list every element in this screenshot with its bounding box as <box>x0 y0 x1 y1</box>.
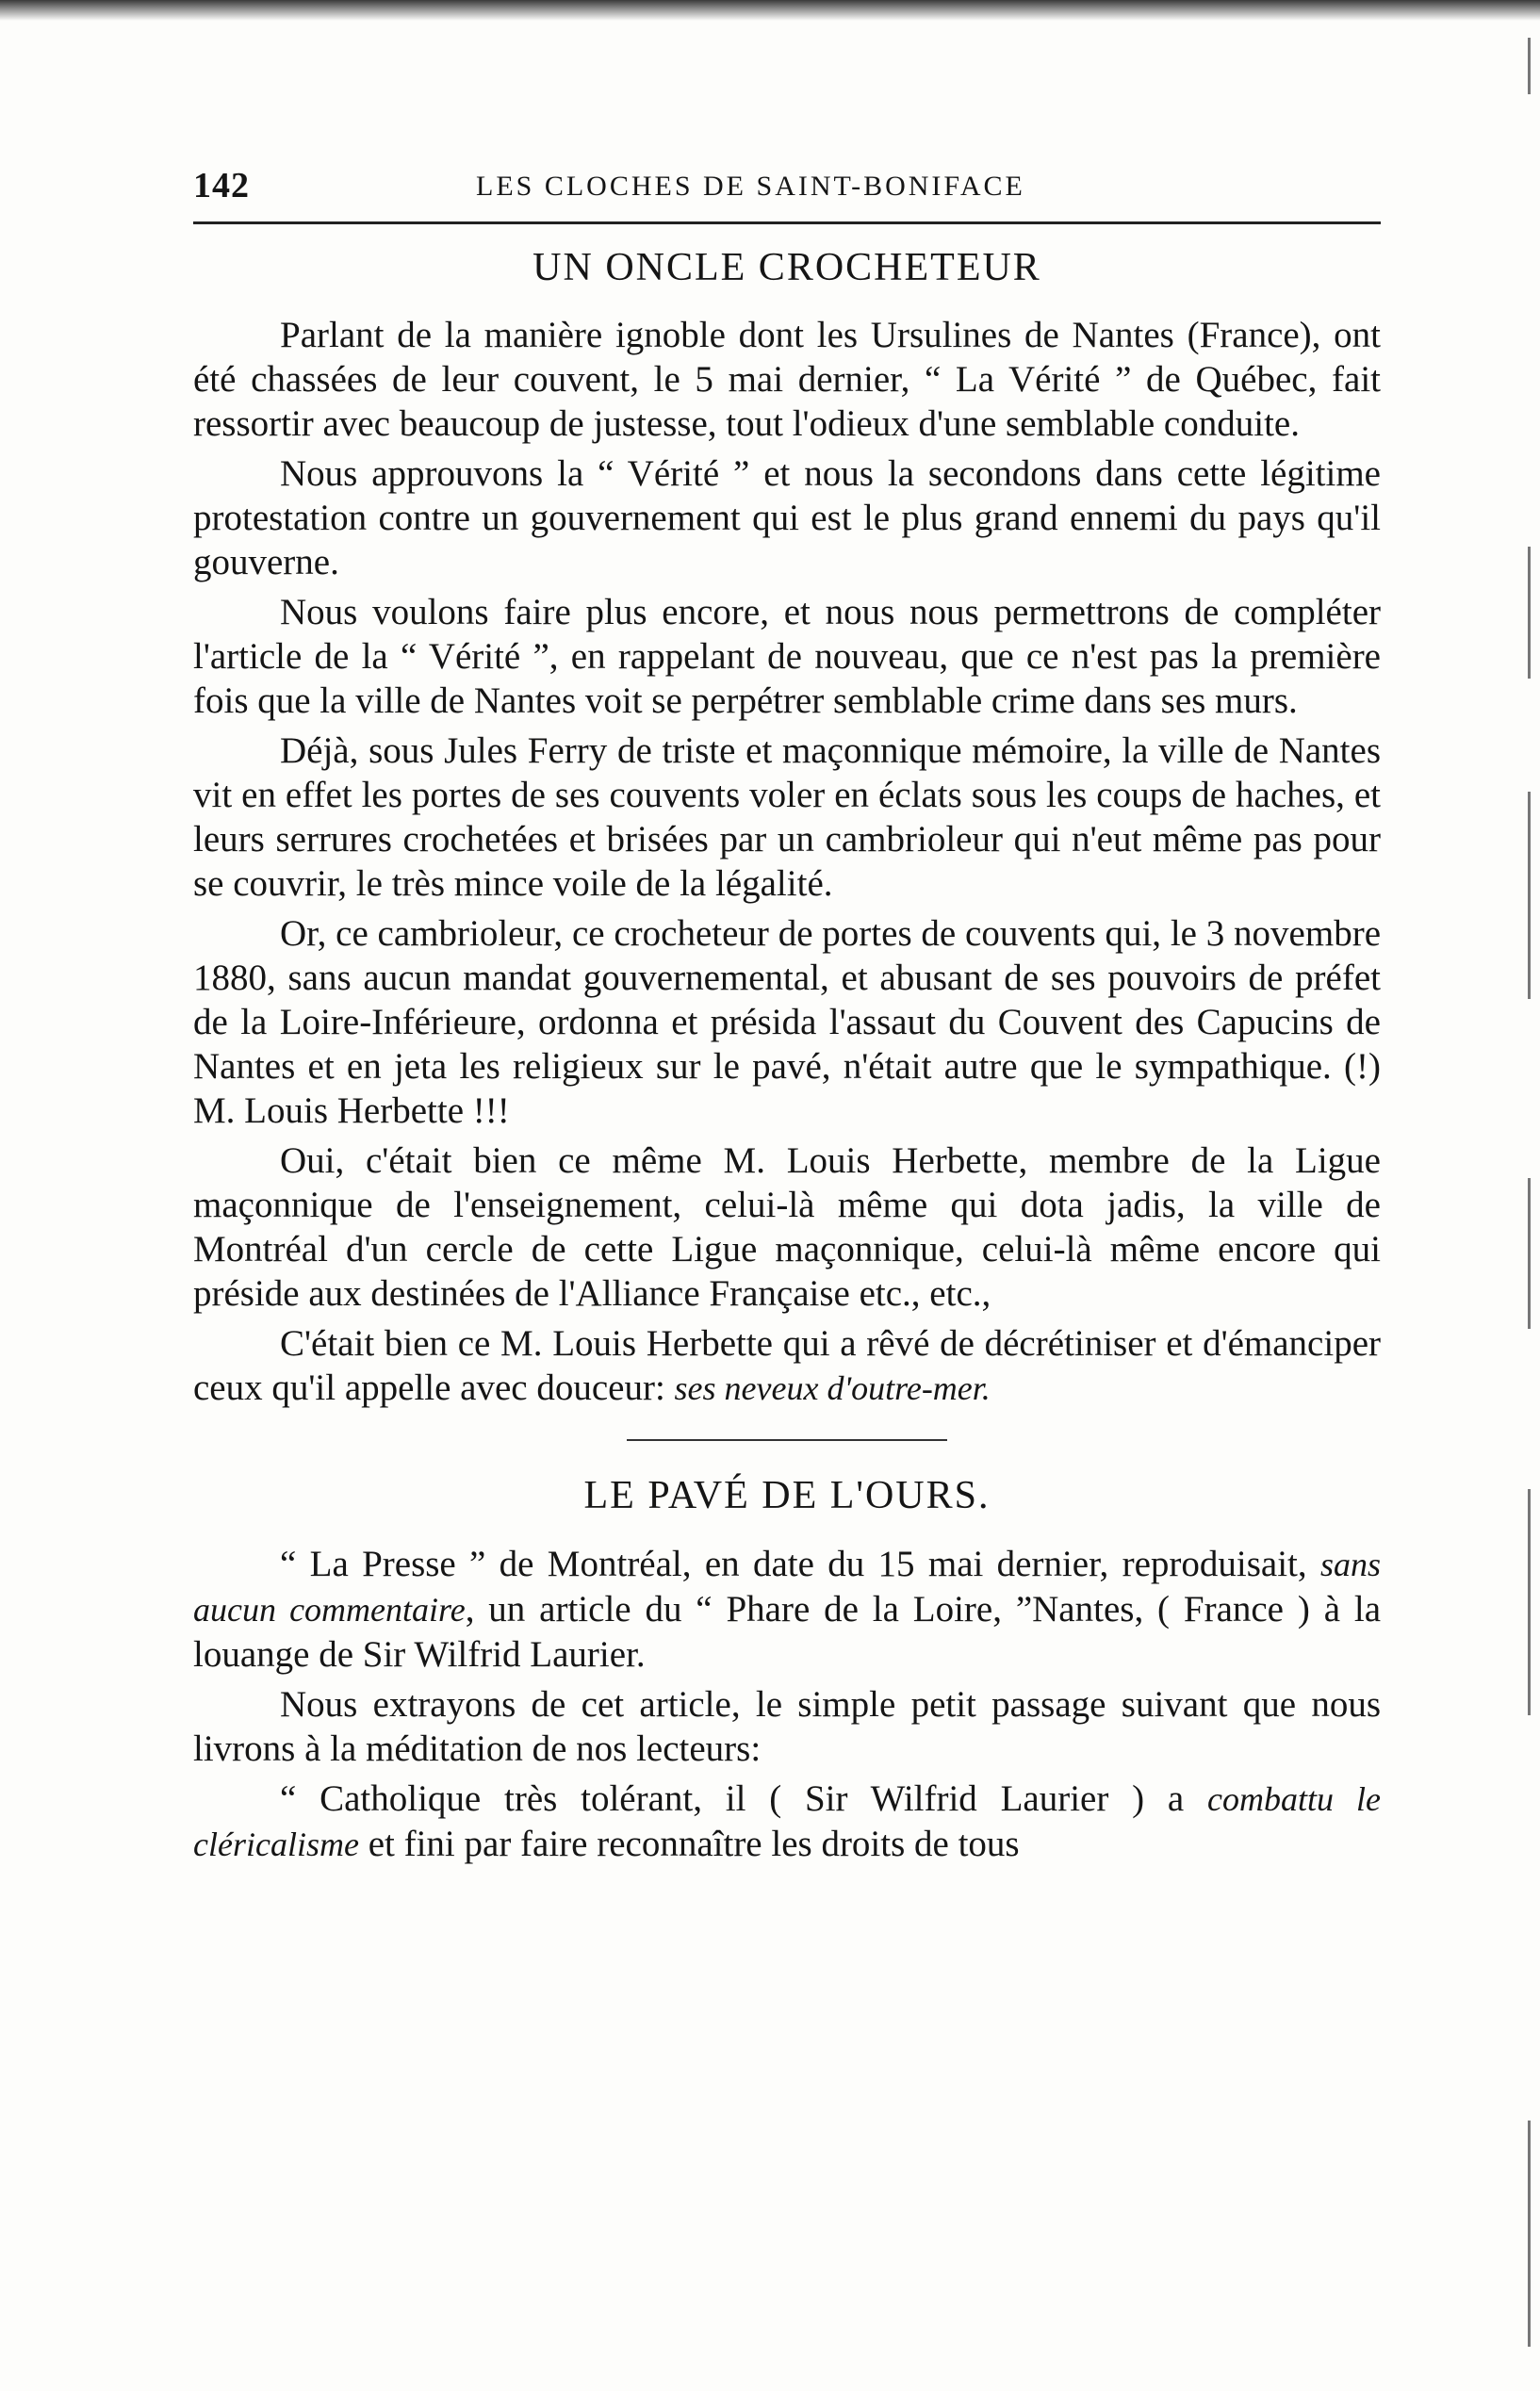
paragraph <box>193 1542 1381 1677</box>
paragraph-last <box>193 1321 1381 1411</box>
italic-phrase: sans aucun commentaire <box>193 1545 1381 1629</box>
scan-edge-mark <box>1528 2121 1531 2347</box>
scan-top-edge <box>0 0 1540 21</box>
paragraph-text: “ La Presse ” de Montréal, en date du 15 mai dernier, reproduisait, <box>280 1543 1320 1584</box>
paragraph: Nous approuvons la “ Vérité ” et nous la secondons dans cette légitime protestation contre un gouvernement qui est le plus grand ennemi du pays qu'il gouverne. <box>193 453 1381 583</box>
paragraph-text: et fini par faire reconnaître les droits de tous <box>358 1823 1020 1864</box>
scan-edge-mark <box>1528 1489 1531 1715</box>
section-separator <box>627 1439 947 1441</box>
scan-edge-mark <box>1528 792 1531 999</box>
paragraph: Parlant de la manière ignoble dont les Ursulines de Nantes (France), ont été chassées de leur couvent, le 5 mai dernier, “ La Vérité ” de Québec, fait ressortir avec beaucoup de justesse, tout l'odieux d'une semblable conduite. <box>193 315 1381 445</box>
paragraph-text: , un article du “ Phare de la Loire, ”Nantes, ( France ) à la louange de Sir Wilfrid Laurier. <box>193 1588 1381 1675</box>
section-title-oncle-crocheteur: UN ONCLE CROCHETEUR <box>532 246 1041 289</box>
book-page <box>193 165 1381 1873</box>
section-title-pave-de-lours: LE PAVÉ DE L'OURS. <box>583 1474 991 1518</box>
page-number: 142 <box>193 166 250 205</box>
paragraph: Nous extrayons de cet article, le simple petit passage suivant que nous livrons à la méditation de nos lecteurs: <box>193 1683 1381 1769</box>
scan-edge-mark <box>1528 38 1531 94</box>
running-title: LES CLOCHES DE SAINT-BONIFACE <box>476 171 1025 202</box>
paragraph <box>193 1777 1381 1867</box>
paragraph-text: “ Catholique très tolérant, il ( Sir Wilfrid Laurier ) a <box>280 1777 1207 1819</box>
italic-phrase: combattu le cléricalisme <box>193 1779 1381 1863</box>
paragraph: Or, ce cambrioleur, ce crocheteur de portes de couvents qui, le 3 novembre 1880, sans aucun mandat gouvernemental, et abusant de ses pouvoirs de préfet de la Loire-Inférieure, ordonna et présida l'assaut du Couvent des Capucins de Nantes et en jeta les religieux sur le pavé, n'était autre que le sympathique. (!) M. Louis Herbette !!! <box>193 913 1381 1132</box>
scan-edge-mark <box>1528 1178 1531 1329</box>
paragraph: Oui, c'était bien ce même M. Louis Herbette, membre de la Ligue maçonnique de l'enseignement, celui-là même qui dota jadis, la ville de Montréal d'un cercle de cette Ligue maçonnique, celui-là même encore qui préside aux destinées de l'Alliance Française etc., etc., <box>193 1140 1381 1315</box>
paragraph-text: C'était bien ce M. Louis Herbette qui a rêvé de décrétiniser et d'émanciper ceux qu'il appelle avec douceur: <box>193 1323 1381 1409</box>
paragraph: Nous voulons faire plus encore, et nous nous permettrons de compléter l'article de la “ Vérité ”, en rappelant de nouveau, que ce n'est pas la première fois que la ville de Nantes voit se perpétrer semblable crime dans ses murs. <box>193 592 1381 722</box>
scan-edge-mark <box>1528 547 1531 679</box>
paragraph: Déjà, sous Jules Ferry de triste et maçonnique mémoire, la ville de Nantes vit en effet les portes de ses couvents voler en éclats sous les coups de haches, et leurs serrures crochetées et brisées par un cambrioleur qui n'eut même pas pour se couvrir, le très mince voile de la légalité. <box>193 730 1381 905</box>
italic-phrase: ses neveux d'outre-mer. <box>674 1369 991 1408</box>
page-header <box>193 165 1381 224</box>
